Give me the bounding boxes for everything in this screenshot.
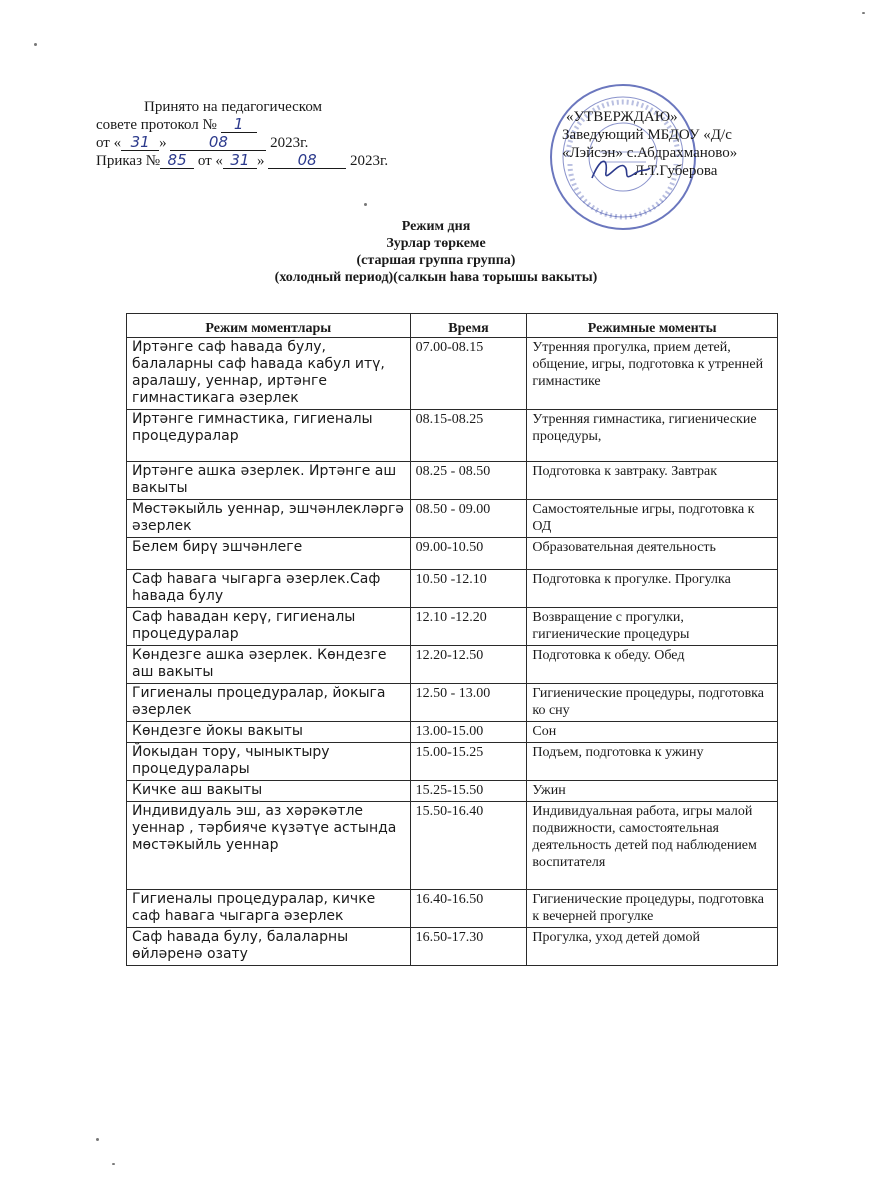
protocol-date-line <box>96 134 476 152</box>
schedule-cell-russian: Гигиенические процедуры, подготовка ко сну <box>527 684 778 722</box>
schedule-cell-time: 09.00-10.50 <box>410 538 527 570</box>
schedule-cell-russian: Гигиенические процедуры, подготовка к вечерней прогулке <box>527 890 778 928</box>
schedule-cell-time: 08.25 - 08.50 <box>410 462 527 500</box>
title-line-2: Зурлар төркеме <box>386 236 486 251</box>
approval-block <box>562 108 862 180</box>
order-from: от « <box>197 153 223 169</box>
table-row <box>127 890 778 928</box>
protocol-day: 31 <box>121 135 159 151</box>
order-year: 2023г. <box>349 153 389 169</box>
table-header-row <box>127 314 778 338</box>
scan-speck <box>34 43 37 46</box>
schedule-cell-time: 15.50-16.40 <box>410 802 527 890</box>
schedule-cell-russian: Возвращение с прогулки, гигиенические процедуры <box>527 608 778 646</box>
schedule-cell-tatar: Көндезге ашка әзерлек. Көндезге аш вакыты <box>127 646 411 684</box>
protocol-date-mid: » <box>159 135 167 151</box>
schedule-cell-tatar: Иртәнге гимнастика, гигиеналы процедуралар <box>127 410 411 462</box>
table-row <box>127 684 778 722</box>
approve-heading: «УТВЕРЖДАЮ» <box>566 109 678 125</box>
order-line <box>96 152 476 170</box>
order-day: 31 <box>223 153 257 169</box>
schedule-cell-tatar: Гигиеналы процедуралар, йокыга әзерлек <box>127 684 411 722</box>
schedule-cell-tatar: Йокыдан тору, чыныктыру процедуралары <box>127 743 411 781</box>
schedule-cell-russian: Образовательная деятельность <box>527 538 778 570</box>
schedule-cell-time: 16.40-16.50 <box>410 890 527 928</box>
table-row <box>127 410 778 462</box>
order-label: Приказ № <box>96 153 161 169</box>
protocol-line <box>96 116 476 134</box>
schedule-cell-tatar: Иртәнге ашка әзерлек. Иртәнге аш вакыты <box>127 462 411 500</box>
column-header-russian: Режимные моменты <box>527 314 778 338</box>
schedule-cell-time: 16.50-17.30 <box>410 928 527 966</box>
schedule-cell-time: 12.50 - 13.00 <box>410 684 527 722</box>
order-date-mid: » <box>256 153 265 169</box>
title-line-3: (старшая группа группа) <box>356 253 516 268</box>
table-row <box>127 500 778 538</box>
schedule-cell-time: 07.00-08.15 <box>410 338 527 410</box>
acceptance-block <box>96 98 476 170</box>
schedule-cell-time: 13.00-15.00 <box>410 722 527 743</box>
schedule-cell-tatar: Саф һавага чыгарга әзерлек.Саф һавада булу <box>127 570 411 608</box>
schedule-cell-time: 12.10 -12.20 <box>410 608 527 646</box>
approver-position: Заведующий МБДОУ «Д/с <box>562 127 732 143</box>
protocol-label: совете протокол № <box>96 117 217 133</box>
schedule-cell-tatar: Иртәнге саф һавада булу, балаларны саф һавада кабул итү, аралашу, уеннар, иртәнге гимнастикага әзерлек <box>127 338 411 410</box>
schedule-cell-russian: Самостоятельные игры, подготовка к ОД <box>527 500 778 538</box>
table-row <box>127 743 778 781</box>
table-row <box>127 722 778 743</box>
director-name: Л.Т.Губерова <box>634 163 718 179</box>
protocol-date-prefix: от « <box>96 135 122 151</box>
schedule-cell-time: 15.25-15.50 <box>410 781 527 802</box>
scan-speck <box>364 203 367 206</box>
scan-speck <box>112 1163 115 1165</box>
table-row <box>127 608 778 646</box>
schedule-cell-tatar: Мөстәкыйль уеннар, эшчәнлекләргә әзерлек <box>127 500 411 538</box>
schedule-cell-tatar: Гигиеналы процедуралар, кичке саф һавага чыгарга әзерлек <box>127 890 411 928</box>
daily-schedule-table <box>126 313 778 966</box>
table-row <box>127 928 778 966</box>
scan-speck <box>862 12 865 14</box>
table-row <box>127 538 778 570</box>
schedule-cell-russian: Подъем, подготовка к ужину <box>527 743 778 781</box>
schedule-cell-russian: Подготовка к обеду. Обед <box>527 646 778 684</box>
schedule-cell-russian: Подготовка к прогулке. Прогулка <box>527 570 778 608</box>
table-row <box>127 462 778 500</box>
acceptance-line: Принято на педагогическом <box>144 99 323 115</box>
table-row <box>127 781 778 802</box>
title-line-1: Режим дня <box>401 219 471 234</box>
order-month: 08 <box>268 153 346 169</box>
column-header-tatar: Режим моментлары <box>127 314 411 338</box>
schedule-body <box>127 338 778 966</box>
institution-name: «Лэйсэн» с.Абдрахманово» <box>562 145 738 161</box>
schedule-cell-russian: Подготовка к завтраку. Завтрак <box>527 462 778 500</box>
schedule-cell-time: 08.15-08.25 <box>410 410 527 462</box>
schedule-cell-russian: Прогулка, уход детей домой <box>527 928 778 966</box>
schedule-cell-russian: Утренняя гимнастика, гигиенические процедуры, <box>527 410 778 462</box>
schedule-cell-tatar: Белем бирү эшчәнлеге <box>127 538 411 570</box>
schedule-cell-russian: Сон <box>527 722 778 743</box>
schedule-cell-russian: Утренняя прогулка, прием детей, общение, игры, подготовка к утренней гимнастике <box>527 338 778 410</box>
schedule-cell-time: 08.50 - 09.00 <box>410 500 527 538</box>
schedule-cell-time: 10.50 -12.10 <box>410 570 527 608</box>
schedule-cell-russian: Индивидуальная работа, игры малой подвижности, самостоятельная деятельность детей под наблюдением воспитателя <box>527 802 778 890</box>
schedule-cell-tatar: Саф һавада булу, балаларны өйләренә озату <box>127 928 411 966</box>
title-line-4: (холодный период)(салкын һава торышы вакыты) <box>274 270 598 285</box>
order-number: 85 <box>160 153 194 169</box>
column-header-time: Время <box>410 314 527 338</box>
protocol-number: 1 <box>221 117 257 133</box>
table-row <box>127 802 778 890</box>
schedule-cell-time: 12.20-12.50 <box>410 646 527 684</box>
scan-speck <box>96 1138 99 1141</box>
protocol-year: 2023г. <box>270 135 309 151</box>
schedule-cell-tatar: Көндезге йокы вакыты <box>127 722 411 743</box>
document-title <box>0 218 872 286</box>
protocol-month: 08 <box>170 135 266 151</box>
schedule-cell-time: 15.00-15.25 <box>410 743 527 781</box>
schedule-cell-tatar: Кичке аш вакыты <box>127 781 411 802</box>
table-row <box>127 646 778 684</box>
table-row <box>127 338 778 410</box>
schedule-cell-russian: Ужин <box>527 781 778 802</box>
table-row <box>127 570 778 608</box>
schedule-cell-tatar: Саф һавадан керү, гигиеналы процедуралар <box>127 608 411 646</box>
schedule-cell-tatar: Индивидуаль эш, аз хәрәкәтле уеннар , тәрбияче күзәтүе астында мөстәкыйль уеннар <box>127 802 411 890</box>
